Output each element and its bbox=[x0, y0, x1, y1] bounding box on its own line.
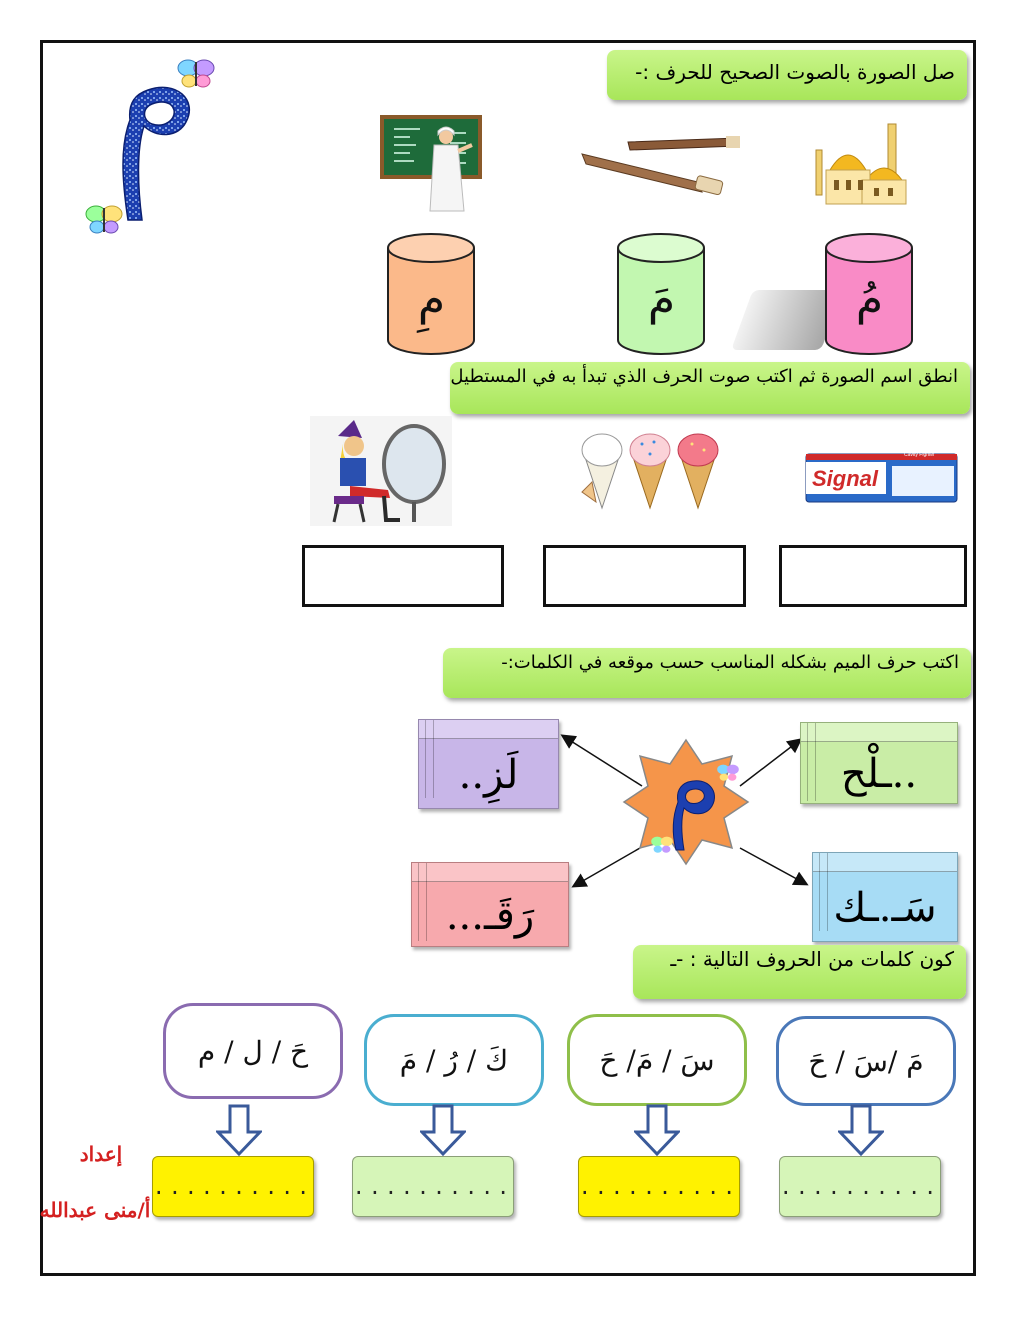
word-answer-4[interactable]: .......... bbox=[779, 1156, 941, 1217]
butterfly-icon bbox=[716, 762, 740, 788]
word-answer-2[interactable]: .......... bbox=[352, 1156, 514, 1217]
instruction-banner-1: صل الصورة بالصوت الصحيح للحرف :- bbox=[607, 50, 967, 100]
word-card-text: سَـ.ـك bbox=[833, 885, 937, 931]
letters-group-3: سَ / مَ/ حَ bbox=[567, 1014, 747, 1106]
credit-label: إعداد bbox=[79, 1142, 123, 1166]
butterfly-icon bbox=[650, 834, 674, 860]
down-arrow-icon bbox=[838, 1104, 884, 1156]
word-card-text: ..ـلْح bbox=[840, 751, 918, 797]
word-card-start[interactable] bbox=[800, 722, 958, 804]
cylinder-letter: مَ bbox=[647, 274, 676, 325]
instruction-banner-4: كون كلمات من الحروف التالية : -ـ bbox=[633, 945, 966, 999]
word-card-end-2[interactable] bbox=[411, 862, 569, 947]
cylinder-letter: مُ bbox=[855, 274, 884, 325]
word-card-middle[interactable] bbox=[812, 852, 958, 942]
cylinder-letter: مِ bbox=[417, 274, 446, 325]
word-answer-1[interactable]: .......... bbox=[152, 1156, 314, 1217]
down-arrow-icon bbox=[420, 1104, 466, 1156]
instruction-banner-3: اكتب حرف الميم بشكله المناسب حسب موقعه في الكلمات:- bbox=[443, 648, 971, 698]
word-answer-3[interactable]: .......... bbox=[578, 1156, 740, 1217]
toothpaste-tag: Cavity Fighter bbox=[904, 452, 935, 458]
letters-group-1: حَ / ل / م bbox=[163, 1003, 343, 1099]
down-arrow-icon bbox=[634, 1104, 680, 1156]
toothpaste-brand: Signal bbox=[812, 466, 879, 491]
word-card-end[interactable] bbox=[418, 719, 559, 809]
letters-group-2: كَ / رُ / مَ bbox=[364, 1014, 544, 1106]
credit-author: أ/منى عبدالله bbox=[39, 1198, 151, 1222]
word-card-text: رَقَـ... bbox=[445, 892, 535, 939]
letters-group-4: مَ /سَ / حَ bbox=[776, 1016, 956, 1106]
center-star bbox=[622, 738, 750, 866]
down-arrow-icon bbox=[216, 1104, 262, 1156]
instruction-banner-2: انطق اسم الصورة ثم اكتب صوت الحرف الذي تبدأ به في المستطيل bbox=[450, 362, 970, 414]
word-card-text: لَزِ.. bbox=[458, 752, 519, 798]
